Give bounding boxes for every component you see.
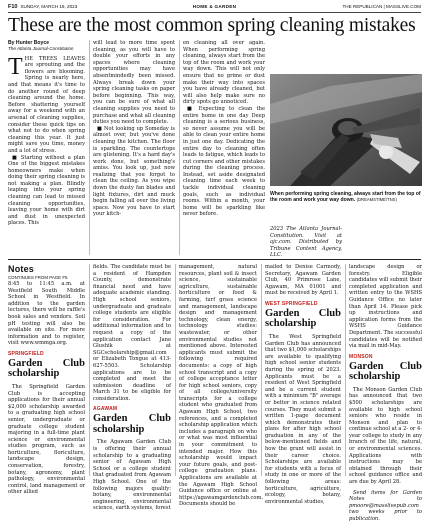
notes-title: Notes (8, 264, 35, 274)
photo-caption (270, 191, 422, 204)
notes-text: 8:45 to 11:45 a.m. at Westfield South Middle School in Westfield. In addition to the garden lectures, there will be raffle's book sales and vendors. Soil pH testing will also be available on site. For more information and to register, visit www.wmmga.org. (8, 281, 85, 347)
notes-text: The Monson Garden Club has announced that two $500 scholarships are available to high school seniors who reside in Monson and plan to continue school at a 2- or 4-year college to study in any branch of the life, natural, or environmental sciences. Applications with instructions may be obtained through their school guidance office and are due by April 28. (349, 386, 422, 486)
byline: By Hunter Boyce (8, 40, 50, 46)
notes-text: mailed to Denise Carmody, Secretary, Agawam Garden Club, 40 Primrose Lane, Agawam, MA 01001 and must be received by April 1. (265, 264, 341, 297)
continued-from: CONTINUES FROM PAGE F5 (8, 275, 68, 280)
section-divider (8, 259, 421, 260)
notes-text: The Springfield Garden Club is accepting applications for their annual $2,000 scholarship awarded to a graduating high school senior, undergraduate or graduate college student majoring in a full-time plant science or environmental studies program, such as horticulture, floriculture, landscape design, conservation, forestry, botany, agronomy, plant pathology, environmental control, land management or other allied (8, 383, 85, 496)
location-label: AGAWAM (93, 406, 118, 413)
item-title: Garden Club scholarship (8, 357, 85, 380)
item-title: Garden Club scholarship (93, 413, 171, 435)
column-divider (179, 40, 180, 255)
column-divider (89, 40, 90, 255)
notes-text: fields. The candidate must be a resident of Hampden County, demonstrate financial need and have adequate academic standing. High school seniors, undergraduate and graduate college students are eligible for consideration. For additional information and to request a copy of the application contact Jane Glushik at SGCscholarship@gmail.com or Elizabeth Tongue at 413-627-5503. Scholarship applications are to be completed and meet the submission deadline of March 31 to be eligible for consideration. (93, 264, 171, 402)
notes-text: The Agawam Garden Club is offering their annual scholarship to a graduating senior of Agawam High School or a college student that graduated from Agawam High School. One of the following majors qualify: botany, environmental engineering, environmental science, earth systems, forest (93, 439, 171, 512)
article-bullet: ■ Not looking up Someday is almost over, but you've done cleaning the kitchen. The floor is sparkling. The countertops are glistening. It's a hard day's work done, but something's amiss. You look up, just now realizing that you forgot to clean the ceiling. As you wipe down the dusty fan blades and light fixtures, dirt and muck begin falling all over the living space. Now you have to start your kitch- (93, 125, 175, 218)
notes-text: management, natural resources, plant soil & insect science, sustainable agriculture, sustainable horticulture or food & farming, turf grass science and management, landscape design and management technology, clean energy, technology studies: wastewater, or other environmental studies not mentioned above. Interested applicants must submit the following required documents: a copy of high school transcript and a copy of college acceptance letter for high school seniors, copy of all college/university transcripts for a college student who graduated from Agawam High School, two references, and a completed scholarship application which includes a paragraph on who or what was most influential in your commitment to intended major. How this scholarship would impact your future goals, and post-college graduation plans. Applications are available at the Agawam High School Guidance office or online at https://agawamgardenclub.com. Documents should be (179, 264, 264, 508)
drop-cap: T (8, 53, 23, 80)
notes-column-3 (179, 264, 264, 508)
section-name: HOME & GARDEN (192, 4, 237, 9)
article-column-2 (93, 40, 175, 218)
article-bullet: ■ Starting without a plan One of the biggest mistakes homeowners make when doing their spring cleaning is not making a plan. Blindly leaping into your spring cleaning can lead to missed cleaning opportunities, leaving your home with dirt and dust in unexpected places. This (8, 154, 85, 227)
column-divider (89, 264, 90, 476)
photo-credit: (DREAMSTIME/TNS) (356, 197, 397, 203)
caption-text: When performing spring cleaning, always start from the top of the room and work your way down. (270, 191, 421, 204)
location-label: WEST SPRINGFIELD (265, 300, 318, 307)
signoff-text: Send items for Garden Notes to pmoore@masslivepub.com two weeks prior to publication. (349, 489, 422, 522)
article-bullet: ■ Expecting to clean the entire home in one day Deep cleaning is a serious business, so never assume you will be able to clean your entire home in just one day. Dedicating the entire day to cleaning often leads to fatigue, which leads to cut corners and other mistakes during the cleaning process. Instead, set aside designated cleaning time each week to tackle individual cleaning goals, such as individual rooms. Within a month, your home will be sparkling like never before. (183, 105, 265, 218)
article-text: will lead to more time spent cleaning, as you will have to double your efforts in any spaces where cleaning opportunities may have absentmindedly been missed. Always break down your spring cleaning tasks on paper before beginning. This way, you can be sure of what all cleaning supplies you need to purchase and what all cleaning duties you need to complete. (93, 40, 175, 126)
notes-column-2 (93, 264, 171, 512)
notes-column-5 (349, 264, 422, 523)
article-column-3 (183, 40, 265, 218)
column-divider (345, 264, 346, 476)
lead-text: HE TREES LEAVES (24, 55, 85, 62)
item-title: Garden Club scholarship (349, 360, 422, 383)
article-column-1 (8, 40, 85, 227)
masthead (8, 2, 421, 13)
paper-name: THE REPUBLICAN | MASSLIVE.COM (342, 4, 421, 9)
column-divider (261, 264, 262, 476)
copyright-credit: 2023 The Atlanta Journal-Constitution. Visit at ajc.com. Distributed by Tribune Content Agency, LLC. (270, 226, 342, 259)
notes-column-1 (8, 264, 85, 496)
article-text: are sprouting and the flowers are blooming. Spring is nearly here, and that means it's time to do another round of deep cleaning around the home. Before shattering yourself away for a weekend with an arsenal of cleaning supplies, consider these quick tips on what not to do when spring cleaning this year. It just might save you time, money and a lot of stress. (8, 62, 85, 154)
ceiling-fan-illustration (270, 74, 422, 186)
headline: These are the most common spring cleaning mistakes (8, 15, 416, 36)
article-photo (270, 74, 422, 186)
byline-title: The Atlanta Journal-Constitution (8, 46, 74, 52)
column-divider (175, 264, 176, 476)
page-number: F10 (8, 4, 18, 10)
location-label: MONSON (349, 353, 373, 360)
item-title: Garden Club scholarship (265, 307, 341, 330)
notes-column-4 (265, 264, 341, 505)
location-label: SPRINGFIELD (8, 350, 44, 357)
article-text: en cleaning all over again. When performing spring cleaning, always start from the top of the room and work your way down. This will not only ensure that no grime or dust make their way into spaces you have already cleaned, but will also help make sure no dirty spots go unnoticed. (183, 40, 265, 106)
issue-date: SUNDAY, MARCH 19, 2023 (20, 4, 78, 9)
notes-text: landscape design or forestry. Eligible candidates will submit their completed application and written entry to the WSHS Guidance Office no later than April 14. Please pick up instructions and application forms from the WSHS Guidance Department. The successful candidates will be notified via mail in mid-May. (349, 264, 422, 350)
notes-text: The West Springfield Garden Club has announced that two $1,000 scholarships are available to qualifying high school senior students during the spring of 2023. Applicants must be a resident of West Springfield and be a current student with a minimum "B" average or better in science related courses. They must submit a written 1-page document which demonstrates their plans for after high school graduation in any of the below-mentioned fields and how the grant will assist in their career choice. Scholarships are available for students with a focus of study in one or more of the following areas: horticulture, agriculture, ecology, botany, environmental studies, (265, 333, 341, 505)
